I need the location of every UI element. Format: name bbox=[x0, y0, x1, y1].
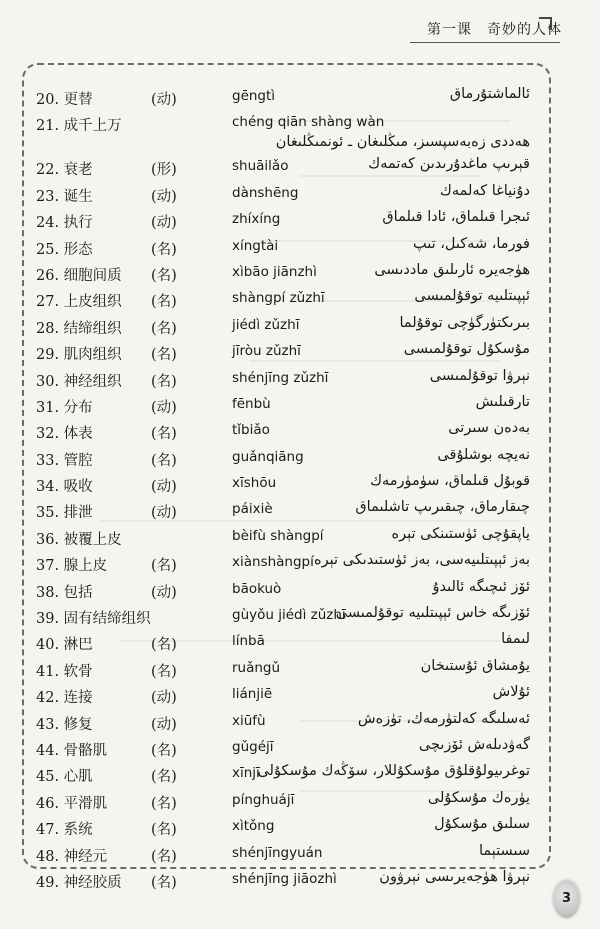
part-of-speech: (名) bbox=[151, 452, 177, 469]
part-of-speech: (名) bbox=[151, 769, 177, 786]
uyghur-translation: ئېپىتلىيە توقۇلمىسى bbox=[414, 288, 530, 305]
vocab-row bbox=[0, 416, 600, 442]
pinyin: xìbāo jiānzhì bbox=[232, 263, 317, 280]
part-of-speech: (名) bbox=[151, 241, 177, 258]
pinyin: fēnbù bbox=[232, 395, 271, 412]
vocab-term: 36. 被覆上皮 bbox=[36, 531, 122, 548]
part-of-speech: (动) bbox=[151, 188, 177, 205]
uyghur-translation: چىقارماق، چىقىرىپ تاشلىماق bbox=[355, 499, 530, 516]
pinyin: pínghuájī bbox=[232, 791, 295, 808]
vocab-term: 22. 衰老 bbox=[36, 162, 93, 179]
uyghur-translation: قېرىپ ماغدۇرىدىن كەتمەك bbox=[368, 156, 530, 173]
pinyin: jīròu zǔzhī bbox=[232, 343, 301, 360]
vocab-row bbox=[0, 205, 600, 231]
part-of-speech: (名) bbox=[151, 848, 177, 865]
pinyin: xíngtài bbox=[232, 237, 279, 254]
uyghur-translation: مۇسكۇل توقۇلمىسى bbox=[403, 341, 530, 358]
part-of-speech: (动) bbox=[151, 399, 177, 416]
vocab-term: 38. 包括 bbox=[36, 584, 93, 601]
vocab-row bbox=[0, 733, 600, 759]
uyghur-translation: يۇمشاق ئۇستىخان bbox=[420, 657, 530, 674]
vocab-term: 37. 腺上皮 bbox=[36, 558, 108, 575]
vocab-row bbox=[0, 601, 600, 627]
vocab-row bbox=[0, 258, 600, 284]
vocab-term: 27. 上皮组织 bbox=[36, 294, 122, 311]
pinyin: shénjīng zǔzhī bbox=[232, 369, 329, 386]
uyghur-translation: توغرىيولۇقلۇق مۇسكۇللار، سۆڭەك مۇسكۇلى bbox=[257, 763, 530, 780]
corner-bracket-icon bbox=[539, 17, 552, 30]
vocab-term: 34. 吸收 bbox=[36, 479, 93, 496]
vocab-row bbox=[0, 865, 600, 891]
part-of-speech: (名) bbox=[151, 267, 177, 284]
part-of-speech: (动) bbox=[151, 690, 177, 707]
uyghur-translation: ياپقۇچى ئۈستىنكى تېرە bbox=[391, 525, 530, 542]
page-number-badge bbox=[553, 880, 580, 918]
vocab-row bbox=[0, 108, 600, 152]
vocab-row bbox=[0, 812, 600, 838]
uyghur-translation: ئالماشتۇرماق bbox=[449, 86, 530, 102]
vocab-row bbox=[0, 337, 600, 363]
uyghur-translation: گەۋدىلەش ئۆزىچى bbox=[418, 736, 530, 753]
part-of-speech: (名) bbox=[151, 637, 177, 654]
uyghur-translation: نەيچە بوشلۇقى bbox=[437, 446, 530, 463]
pinyin: shuāilǎo bbox=[232, 158, 289, 175]
uyghur-translation: بەز ئېپىتلىيەسى، بەز ئۈستىدىكى تېرە bbox=[313, 552, 530, 569]
pinyin: guǎnqiāng bbox=[232, 448, 304, 465]
vocab-row bbox=[0, 152, 600, 178]
vocab-term: 35. 排泄 bbox=[36, 505, 93, 522]
part-of-speech: (动) bbox=[151, 92, 177, 108]
pinyin: shénjīngyuán bbox=[232, 844, 323, 861]
vocab-term: 24. 执行 bbox=[36, 215, 93, 232]
uyghur-translation: قوبۇل قىلماق، سۈمۈرمەك bbox=[370, 473, 530, 490]
uyghur-translation: بىرىكتۈرگۈچى توقۇلما bbox=[399, 314, 530, 331]
header-rule bbox=[410, 42, 560, 43]
part-of-speech: (名) bbox=[151, 742, 177, 759]
vocab-term: 20. 更替 bbox=[36, 92, 93, 108]
vocab-term: 45. 心肌 bbox=[36, 769, 93, 786]
vocab-row bbox=[0, 548, 600, 574]
vocab-row bbox=[0, 390, 600, 416]
running-header bbox=[0, 0, 600, 48]
vocab-row bbox=[0, 179, 600, 205]
pinyin: ruǎngǔ bbox=[232, 659, 281, 676]
part-of-speech: (动) bbox=[151, 505, 177, 522]
vocab-term: 25. 形态 bbox=[36, 241, 93, 258]
part-of-speech: (名) bbox=[151, 426, 177, 443]
pinyin: xīshōu bbox=[232, 475, 277, 492]
pinyin: gùyǒu jiédì zǔzhī bbox=[232, 607, 346, 624]
vocab-term: 41. 软骨 bbox=[36, 663, 93, 680]
vocab-term: 29. 肌肉组织 bbox=[36, 347, 122, 364]
pinyin: dànshēng bbox=[232, 184, 299, 201]
uyghur-translation: نېرۋا توقۇلمىسى bbox=[429, 367, 530, 384]
uyghur-translation: بەدەن سىرتى bbox=[448, 420, 530, 437]
pinyin: bāokuò bbox=[232, 580, 282, 597]
vocab-row bbox=[0, 284, 600, 310]
vocab-row bbox=[0, 707, 600, 733]
vocab-row bbox=[0, 654, 600, 680]
pinyin: shàngpí zǔzhī bbox=[232, 290, 325, 307]
pinyin: xiànshàngpí bbox=[232, 554, 314, 571]
vocab-row bbox=[0, 839, 600, 865]
pinyin: gǔgéjī bbox=[232, 738, 274, 755]
pinyin: shénjīng jiāozhì bbox=[232, 870, 337, 887]
part-of-speech: (名) bbox=[151, 294, 177, 311]
vocab-term: 46. 平滑肌 bbox=[36, 795, 108, 812]
vocab-term: 42. 连接 bbox=[36, 690, 93, 707]
vocab-row bbox=[0, 311, 600, 337]
part-of-speech: (动) bbox=[151, 716, 177, 733]
uyghur-translation: سىلىق مۇسكۇل bbox=[434, 816, 530, 833]
part-of-speech: (名) bbox=[151, 558, 177, 575]
vocab-row bbox=[0, 627, 600, 653]
vocab-term: 32. 体表 bbox=[36, 426, 93, 443]
vocab-term: 49. 神经胶质 bbox=[36, 874, 122, 891]
vocab-term: 23. 诞生 bbox=[36, 188, 93, 205]
part-of-speech: (名) bbox=[151, 373, 177, 390]
uyghur-translation: ئۆز ئىچىگە ئالىدۇ bbox=[432, 578, 530, 595]
vocab-row bbox=[0, 232, 600, 258]
vocab-row bbox=[0, 469, 600, 495]
uyghur-translation: يۈرەك مۇسكۇلى bbox=[427, 789, 530, 806]
vocab-term: 43. 修复 bbox=[36, 716, 93, 733]
pinyin: gēngtì bbox=[232, 88, 276, 104]
pinyin: páixiè bbox=[232, 501, 273, 518]
uyghur-translation: سىستېما bbox=[478, 842, 530, 859]
vocab-term: 47. 系统 bbox=[36, 822, 93, 839]
pinyin: xīnjī bbox=[232, 765, 260, 782]
vocab-term: 44. 骨骼肌 bbox=[36, 742, 108, 759]
vocab-row bbox=[0, 364, 600, 390]
vocab-row bbox=[0, 680, 600, 706]
pinyin: chéng qiān shàng wàn bbox=[232, 114, 385, 131]
part-of-speech: (名) bbox=[151, 795, 177, 812]
part-of-speech: (动) bbox=[151, 479, 177, 496]
vocab-row bbox=[0, 82, 600, 108]
pinyin: jiédì zǔzhī bbox=[232, 316, 300, 333]
lesson-title: 第一课 奇妙的人体 bbox=[427, 22, 562, 38]
uyghur-translation: ئۆزىگە خاس ئېپىتلىيە توقۇلمىسى bbox=[335, 605, 530, 622]
uyghur-translation-line2: ھەددى زەبەسپسىز، مىڭلىغان ـ ئونمىڭلىغان bbox=[275, 134, 530, 151]
vocab-row bbox=[0, 495, 600, 521]
vocab-term: 33. 管腔 bbox=[36, 452, 93, 469]
uyghur-translation: ھۈجەيرە ئارىلىق ماددىسى bbox=[374, 261, 530, 278]
vocab-term: 31. 分布 bbox=[36, 399, 93, 416]
uyghur-translation: تارقىلىش bbox=[475, 393, 530, 410]
vocab-term: 21. 成千上万 bbox=[36, 118, 122, 135]
part-of-speech: (动) bbox=[151, 584, 177, 601]
part-of-speech: (形) bbox=[151, 162, 177, 179]
pinyin: xìtǒng bbox=[232, 818, 275, 835]
part-of-speech: (名) bbox=[151, 320, 177, 337]
pinyin: liánjiē bbox=[232, 686, 273, 703]
pinyin: zhíxíng bbox=[232, 211, 281, 228]
uyghur-translation: نېرۋا ھۈجەيرىسى نېرۋون bbox=[379, 868, 530, 885]
part-of-speech: (名) bbox=[151, 874, 177, 891]
pinyin: bèifù shàngpí bbox=[232, 527, 324, 544]
vocab-row bbox=[0, 575, 600, 601]
pinyin: xiūfù bbox=[232, 712, 266, 729]
vocab-row bbox=[0, 759, 600, 785]
vocabulary-list bbox=[0, 82, 600, 891]
vocab-term: 48. 神经元 bbox=[36, 848, 108, 865]
uyghur-translation: فورما، شەكىل، تىپ bbox=[412, 235, 530, 252]
vocab-row bbox=[0, 522, 600, 548]
uyghur-translation: دۇنياغا كەلمەك bbox=[439, 182, 530, 199]
part-of-speech: (名) bbox=[151, 822, 177, 839]
uyghur-translation: لىمفا bbox=[501, 631, 530, 648]
vocab-term: 39. 固有结缔组织 bbox=[36, 611, 151, 628]
vocab-row bbox=[0, 443, 600, 469]
uyghur-translation: ئۇلاش bbox=[492, 684, 530, 701]
uyghur-translation: ئەسلىگە كەلتۈرمەك، تۈزەش bbox=[357, 710, 530, 727]
pinyin: línbā bbox=[232, 633, 265, 650]
vocab-term: 26. 细胞间质 bbox=[36, 267, 122, 284]
vocab-term: 40. 淋巴 bbox=[36, 637, 93, 654]
vocab-term: 28. 结缔组织 bbox=[36, 320, 122, 337]
uyghur-translation: ئىجرا قىلماق، ئادا قىلماق bbox=[382, 209, 530, 226]
page-number: 3 bbox=[561, 891, 572, 906]
vocab-row bbox=[0, 786, 600, 812]
part-of-speech: (名) bbox=[151, 663, 177, 680]
pinyin: tǐbiǎo bbox=[232, 422, 270, 439]
part-of-speech: (名) bbox=[151, 347, 177, 364]
part-of-speech: (动) bbox=[151, 215, 177, 232]
vocab-term: 30. 神经组织 bbox=[36, 373, 122, 390]
